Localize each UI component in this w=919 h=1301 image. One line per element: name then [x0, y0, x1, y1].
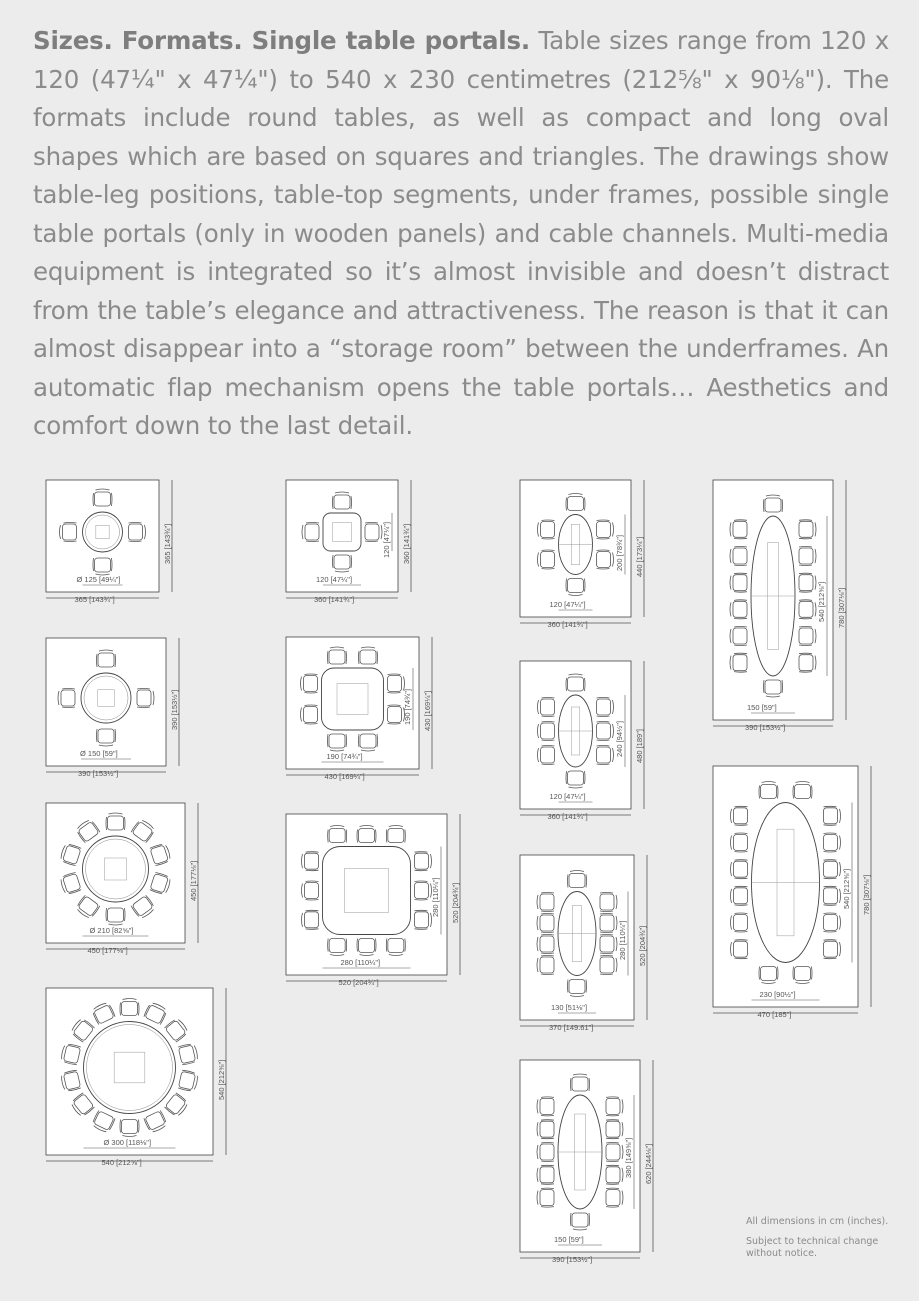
overall-width-label: 540 [212⅝"] — [101, 1158, 142, 1167]
table-width-label: 150 [59"] — [747, 703, 777, 712]
table-diagram-6 — [286, 637, 432, 781]
overall-width-label: 470 [185"] — [757, 1010, 792, 1019]
table-diagram-1 — [46, 480, 172, 604]
table-top — [81, 673, 131, 723]
table-width-label: 150 [59"] — [554, 1235, 584, 1244]
table-diagram-7 — [286, 814, 460, 987]
overall-height-label: 440 [173¼"] — [635, 536, 644, 577]
table-width-label: 230 [90½"] — [759, 990, 796, 999]
overall-height-label: 620 [244⅛"] — [644, 1143, 653, 1184]
table-top — [322, 668, 384, 730]
overall-width-label: 390 [153½"] — [78, 769, 119, 778]
table-height-label: 280 [110¼"] — [618, 919, 627, 960]
table-diagram-3 — [46, 803, 198, 955]
overall-width-label: 360 [141¾"] — [547, 812, 588, 821]
overall-height-label: 520 [204¾"] — [638, 925, 647, 966]
overall-height-label: 780 [307⅛"] — [837, 587, 846, 628]
overall-height-label: 780 [307⅛"] — [862, 874, 871, 915]
table-diagram-11 — [520, 1060, 653, 1264]
table-diagram-8 — [520, 480, 644, 629]
table-width-label: Ø 125 [49¼"] — [76, 575, 121, 584]
overall-height-label: 390 [153½"] — [170, 689, 179, 730]
table-diagram-4 — [46, 988, 226, 1167]
overall-width-label: 370 [149.61"] — [549, 1023, 594, 1032]
table-width-label: Ø 210 [82⅝"] — [89, 926, 134, 935]
table-top — [323, 513, 361, 551]
table-height-label: 200 [78¾"] — [615, 534, 624, 571]
disclaimer-note: Subject to technical change without notice. — [746, 1236, 879, 1259]
footnotes — [746, 1216, 896, 1268]
overall-width-label: 450 [177⅛"] — [87, 946, 128, 955]
overall-height-label: 450 [177⅛"] — [189, 860, 198, 901]
table-diagram-10 — [520, 855, 647, 1032]
table-top — [83, 512, 123, 552]
table-height-label: 540 [212⅝"] — [842, 868, 851, 909]
dimensions-note: All dimensions in cm (inches). — [746, 1216, 889, 1227]
table-width-label: 120 [47¼"] — [549, 792, 586, 801]
table-diagram-9 — [520, 661, 644, 821]
overall-height-label: 365 [143¾"] — [163, 523, 172, 564]
table-top — [323, 847, 411, 935]
table-height-label: 380 [149⅝"] — [624, 1137, 633, 1178]
table-height-label: 280 [110¼"] — [431, 876, 440, 917]
table-width-label: 130 [51⅛"] — [551, 1003, 588, 1012]
table-top — [83, 836, 149, 902]
overall-width-label: 390 [153½"] — [552, 1255, 593, 1264]
table-height-label: 120 [47¼"] — [382, 521, 391, 558]
overall-width-label: 430 [169¼"] — [324, 772, 365, 781]
table-height-label: 240 [94½"] — [615, 720, 624, 757]
table-width-label: Ø 150 [59"] — [80, 749, 118, 758]
overall-height-label: 360 [141¾"] — [402, 523, 411, 564]
overall-width-label: 390 [153½"] — [745, 723, 786, 732]
table-height-label: 190 [74¾"] — [403, 688, 412, 725]
intro-body: Table sizes range from 120 x 120 (47¼" x 47¼") to 540 x 230 centimetres (212⅝" x 90⅛"). The formats include round tables, as well as compact and long oval shapes which are based on squares and triangles. The drawings show table-leg positions, table-top segments, under frames, possible single table portals (only in wooden panels) and cable channels. Multi-media equipment is integrated so it’s almost invisible and doesn’t distract from the table’s elegance and attractiveness. The reason is that it can almost disappear into a “storage room” between the underframes. An automatic flap mechanism opens the table portals… Aesthetics and comfort down to the last detail. — [33, 26, 889, 440]
table-height-label: 540 [212⅝"] — [817, 581, 826, 622]
intro-paragraph — [33, 22, 889, 446]
table-width-label: 120 [47¼"] — [316, 575, 353, 584]
table-width-label: 280 [110¼"] — [340, 958, 381, 967]
table-top — [84, 1022, 176, 1114]
overall-width-label: 360 [141¾"] — [314, 595, 355, 604]
table-diagram-12 — [713, 480, 846, 732]
overall-height-label: 540 [212⅝"] — [217, 1059, 226, 1100]
overall-width-label: 520 [204¾"] — [338, 978, 379, 987]
table-width-label: 120 [47¼"] — [549, 600, 586, 609]
overall-width-label: 365 [143¾"] — [74, 595, 115, 604]
overall-height-label: 480 [189"] — [635, 729, 644, 763]
table-diagram-2 — [46, 638, 179, 778]
intro-lead: Sizes. Formats. Single table portals. — [33, 26, 530, 55]
table-width-label: 190 [74¾"] — [326, 752, 363, 761]
overall-height-label: 520 [204¾"] — [451, 882, 460, 923]
overall-height-label: 430 [169¼"] — [423, 690, 432, 731]
overall-width-label: 360 [141¾"] — [547, 620, 588, 629]
table-diagram-13 — [713, 766, 871, 1019]
table-width-label: Ø 300 [118⅛"] — [103, 1138, 152, 1147]
table-diagram-5 — [286, 480, 411, 604]
